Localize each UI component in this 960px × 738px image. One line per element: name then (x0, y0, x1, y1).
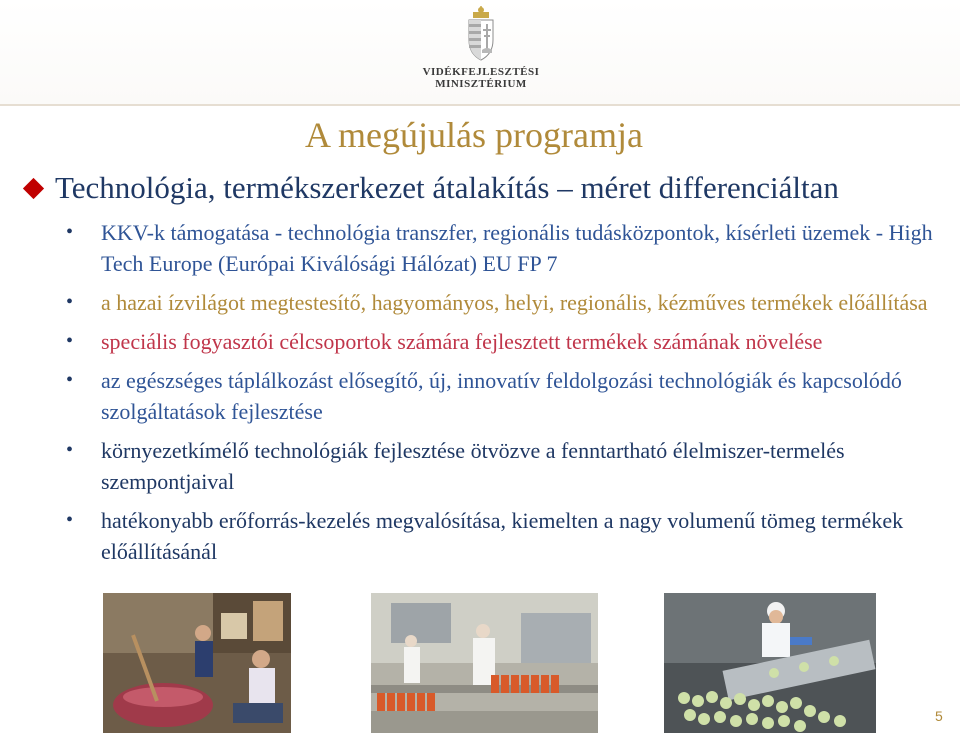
bullet-dot-icon: • (66, 291, 74, 313)
list-item (66, 326, 956, 357)
page-number: 5 (935, 708, 943, 724)
bullet-dot-icon: • (66, 330, 74, 352)
photo-vegetable-processing (664, 593, 876, 733)
bullet-text: a hazai ízvilágot megtestesítő, hagyományos, helyi, regionális, kézműves termékek előállítása (101, 290, 928, 315)
bullet-text: hatékonyabb erőforrás-kezelés megvalósítása, kiemelten a nagy volumenű tömeg termékek előállításánál (101, 508, 904, 564)
list-item (66, 287, 956, 318)
photo-factory-jars (371, 593, 598, 733)
bullet-dot-icon: • (66, 509, 74, 531)
bullet-dot-icon: • (66, 439, 74, 461)
logo-line-1: VIDÉKFEJLESZTÉSI (422, 66, 540, 78)
ministry-logo (421, 6, 541, 98)
bullet-text: környezetkímélő technológiák fejlesztése ötvözve a fenntartható élelmiszer-termelés szempontjaival (101, 438, 845, 494)
header-divider (0, 104, 960, 106)
bullet-text: speciális fogyasztói célcsoportok számára fejlesztett termékek számának növelése (101, 329, 823, 354)
list-item (66, 435, 956, 497)
slide-title: A megújulás programja (305, 115, 643, 155)
main-bullet-text: Technológia, termékszerkezet átalakítás – méret differenciáltan (55, 170, 839, 205)
coat-of-arms-icon (466, 6, 496, 62)
bullet-text: az egészséges táplálkozást elősegítő, új, innovatív feldolgozási technológiák és kapcsolódó szolgáltatások fejlesztése (101, 368, 902, 424)
bullet-list (66, 217, 956, 575)
bullet-dot-icon: • (66, 221, 74, 243)
list-item (66, 365, 956, 427)
bullet-text: KKV-k támogatása - technológia transzfer, regionális tudásközpontok, kísérleti üzemek - High Tech Europe (Európai Kiválósági Hálózat) EU FP 7 (101, 220, 933, 276)
list-item (66, 505, 956, 567)
diamond-bullet-icon (23, 177, 44, 198)
bullet-dot-icon: • (66, 369, 74, 391)
logo-line-2: MINISZTÉRIUM (435, 78, 527, 90)
main-bullet (22, 168, 839, 208)
list-item (66, 217, 956, 279)
photo-traditional-production (103, 593, 291, 733)
